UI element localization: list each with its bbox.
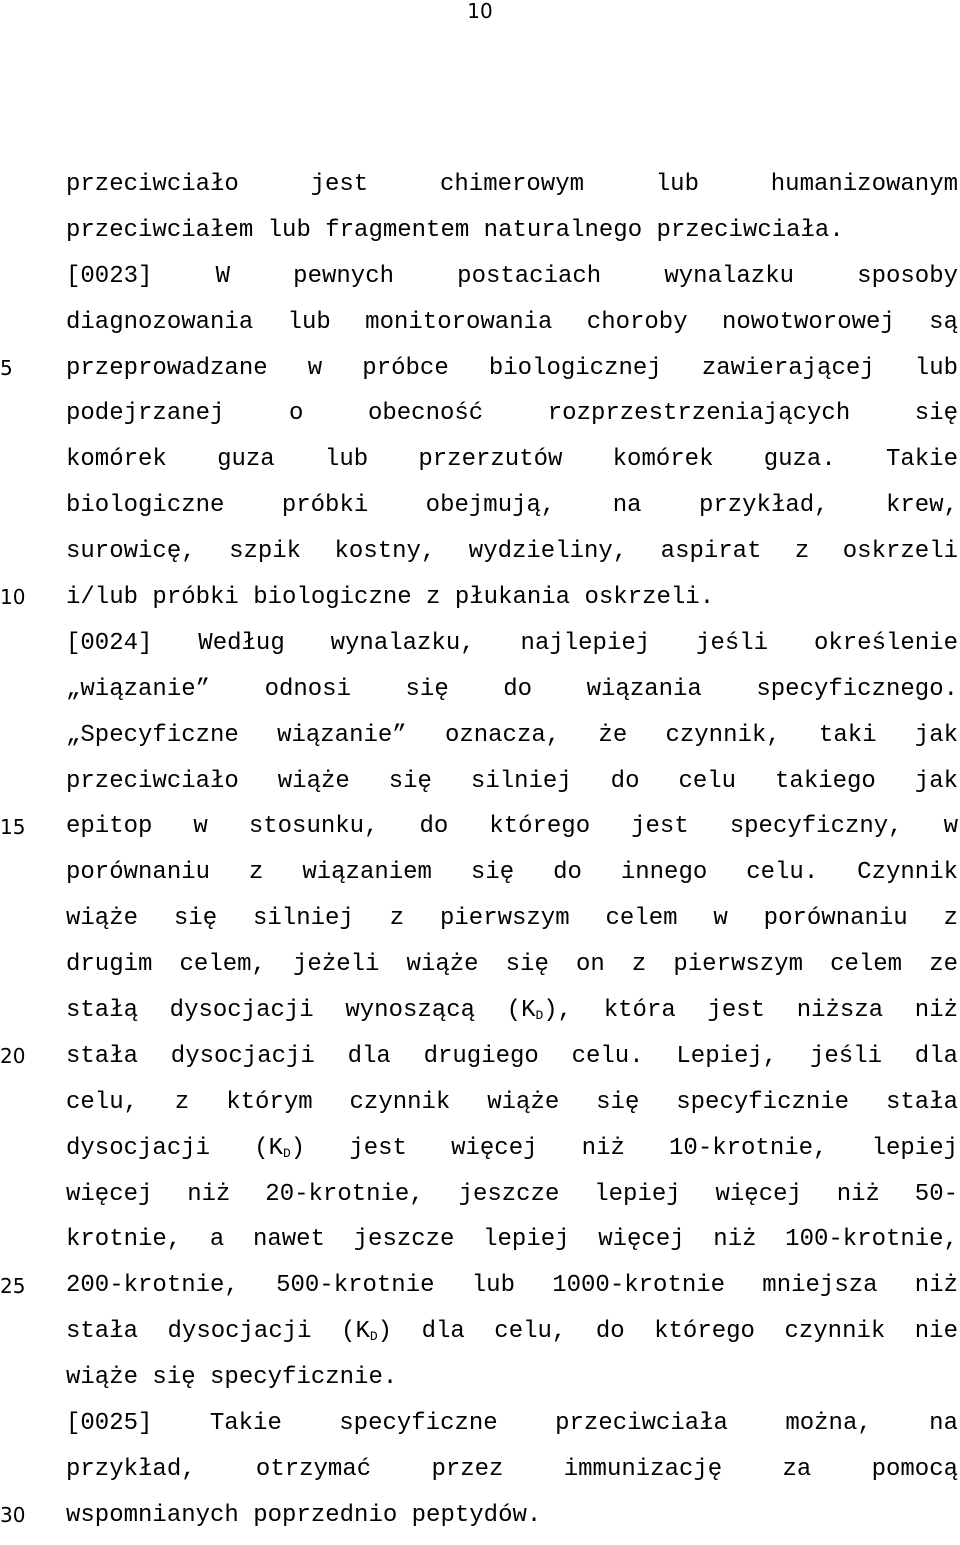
text-segment: drugim celem, jeżeli wiąże się on z pierwszym celem ze xyxy=(66,951,958,979)
text-line xyxy=(66,856,958,902)
text-segment: 200-krotnie, 500-krotnie lub 1000-krotnie mniejsza niż xyxy=(66,1272,958,1300)
text-line xyxy=(66,1407,958,1453)
text-segment: stała dysocjacji (K xyxy=(66,1318,370,1346)
text-segment: „wiązanie” odnosi się do wiązania specyficznego. xyxy=(66,675,958,703)
text-line xyxy=(66,1086,958,1132)
text-line xyxy=(66,1178,958,1224)
text-segment: stałą dysocjacji wynoszącą (K xyxy=(66,997,536,1025)
text-segment: krotnie, a nawet jeszcze lepiej więcej niż 100-krotnie, xyxy=(66,1226,958,1254)
text-segment: stała dysocjacji dla drugiego celu. Lepiej, jeśli dla xyxy=(66,1042,958,1070)
text-line xyxy=(66,902,958,948)
text-segment: biologiczne próbki obejmują, na przykład, krew, xyxy=(66,492,958,520)
line-number: 25 xyxy=(0,1274,26,1298)
text-segment: przeciwciało jest chimerowym lub humanizowanym xyxy=(66,171,958,198)
text-segment: wiąże się specyficznie. xyxy=(66,1364,398,1392)
text-segment: wiąże się silniej z pierwszym celem w porównaniu z xyxy=(66,905,958,933)
text-line xyxy=(66,810,958,856)
text-segment: [0023] W pewnych postaciach wynalazku sposoby xyxy=(66,262,958,290)
text-line xyxy=(66,1499,958,1545)
text-segment: ) dla celu, do którego czynnik nie xyxy=(377,1318,958,1346)
text-line xyxy=(66,260,958,306)
line-number-margin xyxy=(0,0,40,1531)
text-segment: przeprowadzane w próbce biologicznej zawierającej lub xyxy=(66,354,958,382)
line-number: 15 xyxy=(0,815,26,839)
body-text xyxy=(66,168,958,1545)
text-line xyxy=(66,1223,958,1269)
text-segment: ) jest więcej niż 10-krotnie, lepiej xyxy=(290,1134,958,1162)
text-line xyxy=(66,214,958,260)
text-segment: przeciwciałem lub fragmentem naturalnego przeciwciała. xyxy=(66,216,844,244)
text-line xyxy=(66,352,958,398)
text-segment: i/lub próbki biologiczne z płukania oskrzeli. xyxy=(66,584,715,612)
line-number: 30 xyxy=(0,1503,26,1527)
line-number: 10 xyxy=(0,585,26,609)
text-segment: dysocjacji (K xyxy=(66,1134,283,1162)
text-line xyxy=(66,535,958,581)
text-segment: wspomnianych poprzednio peptydów. xyxy=(66,1501,542,1529)
text-segment: więcej niż 20-krotnie, jeszcze lepiej więcej niż 50- xyxy=(66,1180,958,1208)
text-segment: diagnozowania lub monitorowania choroby nowotworowej są xyxy=(66,308,958,336)
line-number: 20 xyxy=(0,1044,26,1068)
text-line xyxy=(66,994,958,1040)
text-segment: ), która jest niższa niż xyxy=(543,997,958,1025)
text-segment: epitop w stosunku, do którego jest specyficzny, w xyxy=(66,813,958,841)
text-line xyxy=(66,581,958,627)
text-line xyxy=(66,719,958,765)
text-line xyxy=(66,1269,958,1315)
line-number: 5 xyxy=(0,356,13,380)
subscript: D xyxy=(282,1145,291,1161)
text-segment: przeciwciało wiąże się silniej do celu takiego jak xyxy=(66,767,958,795)
text-line xyxy=(66,765,958,811)
text-line xyxy=(66,673,958,719)
text-line xyxy=(66,168,958,214)
text-segment: surowicę, szpik kostny, wydzieliny, aspirat z oskrzeli xyxy=(66,538,958,566)
text-line xyxy=(66,306,958,352)
text-line xyxy=(66,489,958,535)
text-line xyxy=(66,1361,958,1407)
text-segment: celu, z którym czynnik wiąże się specyficznie stała xyxy=(66,1088,958,1116)
text-line xyxy=(66,948,958,994)
text-segment: porównaniu z wiązaniem się do innego celu. Czynnik xyxy=(66,859,958,887)
text-segment: komórek guza lub przerzutów komórek guza. Takie xyxy=(66,446,958,474)
text-segment: [0025] Takie specyficzne przeciwciała można, na xyxy=(66,1410,958,1438)
text-segment: [0024] Według wynalazku, najlepiej jeśli określenie xyxy=(66,629,958,657)
text-line xyxy=(66,1132,958,1178)
text-line xyxy=(66,397,958,443)
text-segment: „Specyficzne wiązanie” oznacza, że czynnik, taki jak xyxy=(66,721,958,749)
text-line xyxy=(66,1315,958,1361)
text-line xyxy=(66,443,958,489)
subscript: D xyxy=(369,1329,378,1345)
subscript: D xyxy=(535,1008,544,1024)
text-line xyxy=(66,627,958,673)
text-line xyxy=(66,1040,958,1086)
page-number: 10 xyxy=(467,0,493,23)
text-segment: przykład, otrzymać przez immunizację za pomocą xyxy=(66,1455,958,1483)
text-line xyxy=(66,1453,958,1499)
text-segment: podejrzanej o obecność rozprzestrzeniających się xyxy=(66,400,958,428)
